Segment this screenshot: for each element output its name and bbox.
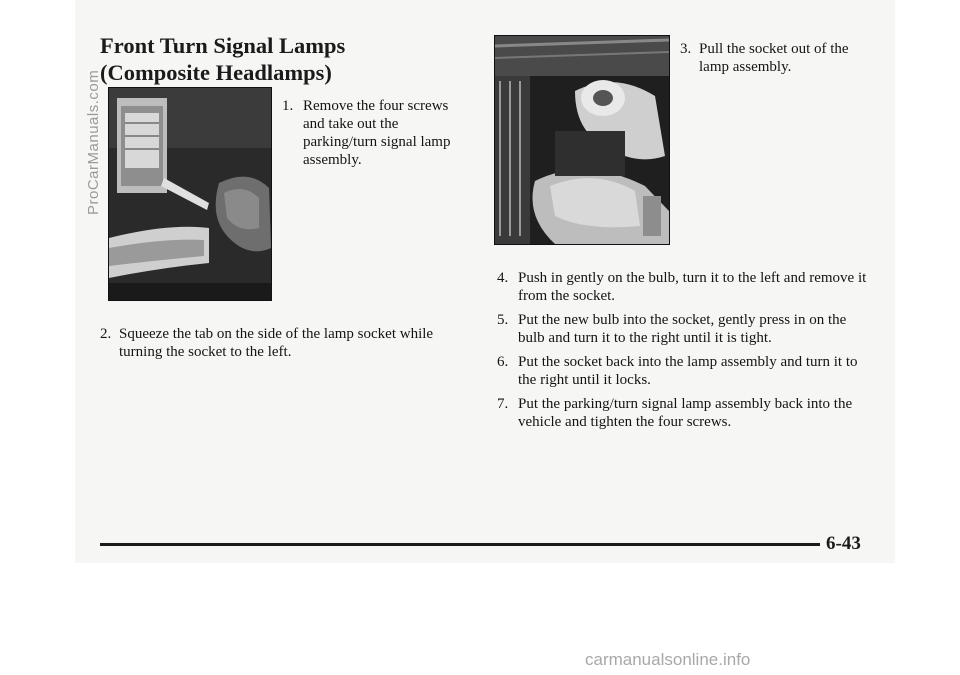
step-7-number: 7. <box>497 396 509 412</box>
section-title-line-2: (Composite Headlamps) <box>100 60 332 85</box>
step-5-text: Put the new bulb into the socket, gently press in on the bulb and turn it to the right until it is tight. <box>518 312 847 346</box>
step-6-text: Put the socket back into the lamp assembly and turn it to the right until it locks. <box>518 354 858 388</box>
side-watermark: ProCarManuals.com <box>85 69 102 215</box>
step-1-number: 1. <box>282 98 294 114</box>
photo-pull-socket <box>494 35 670 245</box>
step-4-number: 4. <box>497 270 509 286</box>
photo-remove-screws <box>108 87 272 301</box>
site-watermark: carmanualsonline.info <box>585 650 751 669</box>
step-2-number: 2. <box>100 326 112 342</box>
step-3-number: 3. <box>680 41 692 57</box>
step-7 <box>497 395 867 431</box>
step-6 <box>497 353 867 389</box>
page-number: 6-43 <box>826 533 861 554</box>
step-6-number: 6. <box>497 354 509 370</box>
step-2 <box>100 325 460 361</box>
step-2-text: Squeeze the tab on the side of the lamp socket while turning the socket to the left. <box>119 326 434 360</box>
step-3-text: Pull the socket out of the lamp assembly. <box>699 41 849 75</box>
step-5 <box>497 311 867 347</box>
step-1-text: Remove the four screws and take out the parking/turn signal lamp assembly. <box>303 98 451 168</box>
section-title-line-1: Front Turn Signal Lamps <box>100 33 346 58</box>
step-4 <box>497 269 867 305</box>
step-1 <box>282 97 472 169</box>
footer-rule <box>100 543 820 546</box>
step-3 <box>680 40 880 76</box>
step-5-number: 5. <box>497 312 509 328</box>
section-title <box>100 32 345 86</box>
step-4-text: Push in gently on the bulb, turn it to the left and remove it from the socket. <box>518 270 867 304</box>
step-7-text: Put the parking/turn signal lamp assembly back into the vehicle and tighten the four screws. <box>518 396 853 430</box>
